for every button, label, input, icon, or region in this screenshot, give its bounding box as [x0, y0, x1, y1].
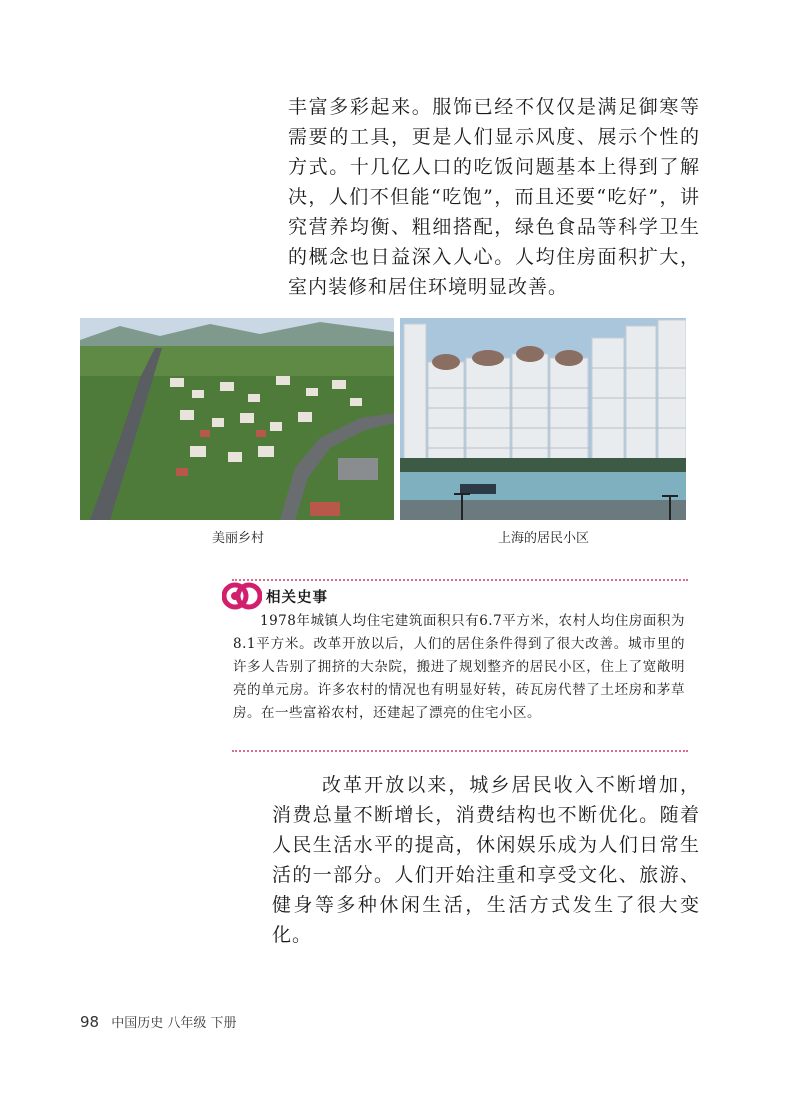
figure-caption: 上海的居民小区: [498, 531, 590, 546]
sidebar-text: 1978年城镇人均住宅建筑面积只有6.7平方米，农村人均住房面积为8.1平方米。改革开放以后，人们的居住条件得到了很大改善。城市里的许多人告别了拥挤的大杂院，搬进了规划整齐的居民小区，住上了宽敞明亮的单元房。许多农村的情况也有明显好转，砖瓦房代替了土坯房和茅草房。在一些富裕农村，还建起了漂亮的住宅小区。: [233, 613, 685, 721]
book-title: 中国历史 八年级 下册: [111, 1016, 237, 1031]
body-paragraph-bottom: 改革开放以来，城乡居民收入不断增加，消费总量不断增长，消费结构也不断优化。随着人民生活水平的提高，休闲娱乐成为人们日常生活的一部分。人们开始注重和享受文化、旅游、健身等多种休闲生活，生活方式发生了很大变化。: [272, 774, 700, 946]
divider: [232, 579, 688, 581]
page-number: 98: [80, 1013, 100, 1031]
divider: [232, 750, 688, 752]
figure-caption: 美丽乡村: [212, 531, 265, 546]
page-footer: [80, 1012, 237, 1031]
residential-photo: [400, 318, 686, 520]
sidebar-heading: 相关史事: [266, 590, 328, 606]
swirl-logo-icon: [222, 578, 262, 614]
village-photo: [80, 318, 394, 520]
body-paragraph-top: 丰富多彩起来。服饰已经不仅仅是满足御寒等需要的工具，更是人们显示风度、展示个性的方式。十几亿人口的吃饭问题基本上得到了解决，人们不但能“吃饱”，而且还要“吃好”，讲究营养均衡、粗细搭配，绿色食品等科学卫生的概念也日益深入人心。人均住房面积扩大，室内装修和居住环境明显改善。: [288, 96, 700, 298]
